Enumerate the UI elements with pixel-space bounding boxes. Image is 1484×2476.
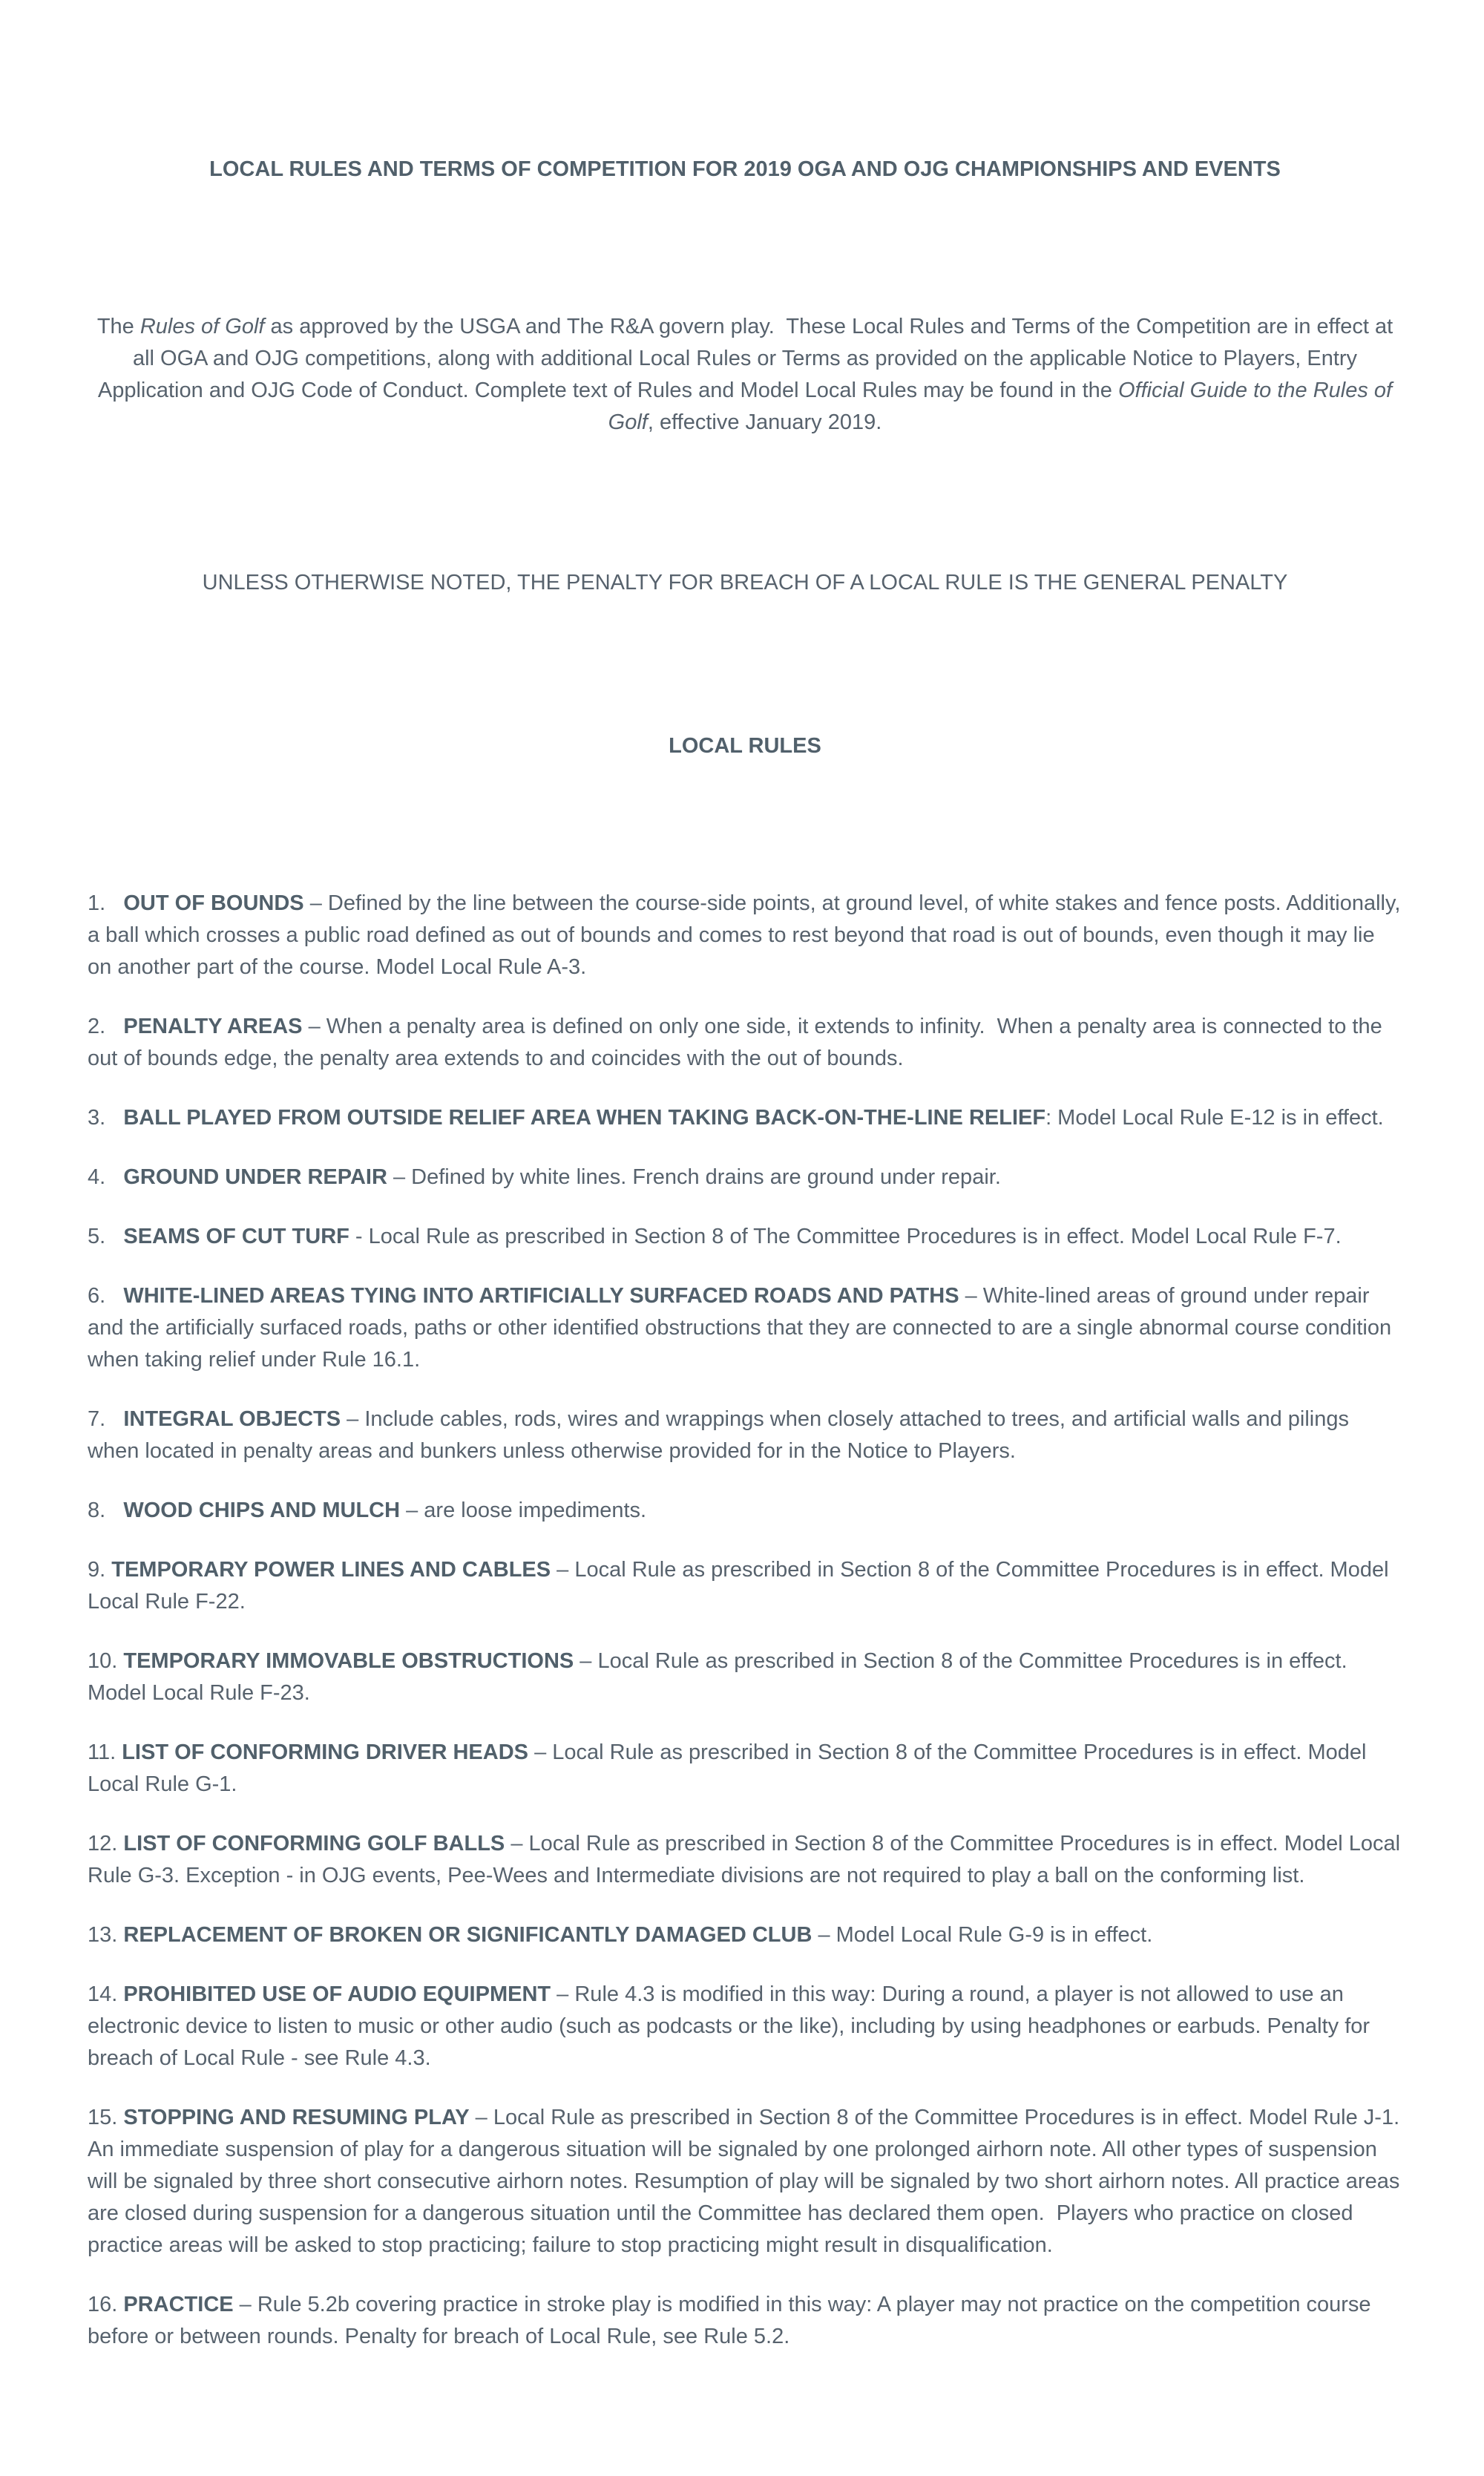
rule-number: 13. (88, 1923, 124, 1947)
rule-body: - Local Rule as prescribed in Section 8 of The Committee Procedures is in effect. Model Local Rule F-7. (349, 1225, 1342, 1248)
rule-heading: TEMPORARY POWER LINES AND CABLES (111, 1558, 551, 1582)
rule-body: – Local Rule as prescribed in Section 8 of the Committee Procedures is in effect. Model Local Rule F-22. (88, 1558, 1395, 1614)
rule-item (88, 1011, 1402, 1075)
rule-number: 12. (88, 1832, 124, 1856)
rule-body: – Local Rule as prescribed in Section 8 of the Committee Procedures is in effect. Model Local Rule G-3. Exception - in OJG events, Pee-Wees and Intermediate divisions are not required to play a ball on the conforming list. (88, 1832, 1407, 1887)
rule-body: – Local Rule as prescribed in Section 8 of the Committee Procedures is in effect. Model Rule J-1. An immediate suspension of play for a dangerous situation will be signaled by one prolonged airhorn note. All other types of suspension will be signaled by three short consecutive airhorn notes. Resumption of play will be signaled by two short airhorn notes. All practice areas are closed during suspension for a dangerous situation until the Committee has declared them open. Players who practice on closed practice areas will be asked to stop practicing; failure to stop practicing might result in disqualification. (88, 2106, 1406, 2257)
rule-item (88, 1162, 1402, 1193)
rule-number: 9. (88, 1558, 112, 1582)
intro-italic-rules-of-golf: Rules of Golf (139, 315, 265, 338)
rule-number: 16. (88, 2293, 124, 2316)
rule-item (88, 1737, 1402, 1801)
intro-italic-official-guide: Official Guide to the Rules of Golf (608, 379, 1399, 434)
rule-number: 6. (88, 1284, 124, 1308)
rule-heading: TEMPORARY IMMOVABLE OBSTRUCTIONS (123, 1649, 574, 1673)
rule-item (88, 1280, 1402, 1376)
rule-heading: INTEGRAL OBJECTS (123, 1407, 341, 1431)
rules-list (88, 888, 1407, 2353)
rule-number: 2. (88, 1015, 124, 1038)
rule-number: 4. (88, 1165, 124, 1189)
rule-heading: BALL PLAYED FROM OUTSIDE RELIEF AREA WHEN TAKING BACK-ON-THE-LINE RELIEF (123, 1106, 1046, 1130)
intro-text: , effective January 2019. (647, 410, 882, 434)
intro-paragraph (88, 311, 1402, 439)
rule-body: – Defined by the line between the course-side points, at ground level, of white stakes and fence posts. Additionally, a ball which crosses a public road defined as out of bounds and comes to rest beyond that road is out of bounds, even though it may lie on another part of the course. Model Local Rule A-3. (88, 891, 1407, 979)
rule-item (88, 1554, 1402, 1618)
rule-heading: LIST OF CONFORMING DRIVER HEADS (122, 1740, 529, 1764)
rule-number: 14. (88, 1982, 124, 2006)
rule-heading: WOOD CHIPS AND MULCH (123, 1499, 401, 1522)
rule-number: 10. (88, 1649, 124, 1673)
rule-item (88, 1828, 1407, 1892)
rule-item (88, 1919, 1402, 1951)
rule-body: – Include cables, rods, wires and wrappings when closely attached to trees, and artificial walls and pilings when located in penalty areas and bunkers unless otherwise provided for in the Notice to Players. (88, 1407, 1356, 1463)
rule-body: – White-lined areas of ground under repair and the artificially surfaced roads, paths or other identified obstructions that they are connected to are a single abnormal course condition when taking relief under Rule 16.1. (88, 1284, 1398, 1372)
rule-heading: REPLACEMENT OF BROKEN OR SIGNIFICANTLY DAMAGED CLUB (123, 1923, 812, 1947)
rule-item (88, 888, 1407, 983)
rule-heading: PROHIBITED USE OF AUDIO EQUIPMENT (123, 1982, 551, 2006)
rule-item (88, 1979, 1402, 2074)
rule-body: – Model Local Rule G-9 is in effect. (812, 1923, 1153, 1947)
rule-heading: PENALTY AREAS (123, 1015, 303, 1038)
rule-item (88, 1404, 1402, 1467)
rule-heading: STOPPING AND RESUMING PLAY (123, 2106, 470, 2129)
rule-heading: SEAMS OF CUT TURF (123, 1225, 349, 1248)
rule-heading: OUT OF BOUNDS (123, 891, 304, 915)
rule-item (88, 1495, 1402, 1527)
rule-item (88, 1102, 1402, 1134)
rule-number: 15. (88, 2106, 124, 2129)
rule-body: – Rule 4.3 is modified in this way: During a round, a player is not allowed to use an electronic device to listen to music or other audio (such as podcasts or the like), including by using headphones or earbuds. Penalty for breach of Local Rule - see Rule 4.3. (88, 1982, 1376, 2070)
rule-number: 5. (88, 1225, 124, 1248)
intro-text: as approved by the USGA and The R&A govern play. These Local Rules and Terms of the Competition are in effect at all OGA and OJG competitions, along with additional Local Rules or Terms as provided on the applicable Notice to Players, Entry Application and OJG Code of Conduct. Complete text of Rules and Model Local Rules may be found in the (97, 315, 1399, 402)
intro-text: The (96, 315, 140, 338)
rule-item (88, 1645, 1402, 1709)
penalty-notice: UNLESS OTHERWISE NOTED, THE PENALTY FOR BREACH OF A LOCAL RULE IS THE GENERAL PENALTY (202, 571, 1288, 595)
rule-heading: LIST OF CONFORMING GOLF BALLS (123, 1832, 505, 1856)
rule-number: 8. (88, 1499, 124, 1522)
rule-body: – Local Rule as prescribed in Section 8 of the Committee Procedures is in effect. Model Local Rule F-23. (88, 1649, 1353, 1705)
rule-body: – Rule 5.2b covering practice in stroke play is modified in this way: A player may not practice on the competition course before or between rounds. Penalty for breach of Local Rule, see Rule 5.2. (88, 2293, 1377, 2348)
rule-body: – Defined by white lines. French drains are ground under repair. (387, 1165, 1001, 1189)
rule-item (88, 2289, 1402, 2353)
rule-number: 3. (88, 1106, 124, 1130)
rule-body: : Model Local Rule E-12 is in effect. (1045, 1106, 1384, 1130)
rule-body: – When a penalty area is defined on only one side, it extends to infinity. When a penalty area is connected to the out of bounds edge, the penalty area extends to and coincides with the out of bounds. (88, 1015, 1388, 1070)
local-rules-heading: LOCAL RULES (669, 734, 821, 758)
rule-body: – Local Rule as prescribed in Section 8 of the Committee Procedures is in effect. Model Local Rule G-1. (88, 1740, 1373, 1796)
rule-number: 1. (88, 891, 124, 915)
rule-heading: GROUND UNDER REPAIR (123, 1165, 387, 1189)
rule-body: – are loose impediments. (400, 1499, 647, 1522)
rule-heading: WHITE-LINED AREAS TYING INTO ARTIFICIALLY SURFACED ROADS AND PATHS (123, 1284, 959, 1308)
document-title: LOCAL RULES AND TERMS OF COMPETITION FOR 2019 OGA AND OJG CHAMPIONSHIPS AND EVENTS (209, 157, 1281, 181)
rule-item (88, 1221, 1402, 1253)
rule-heading: PRACTICE (123, 2293, 234, 2316)
rule-item (88, 2102, 1406, 2262)
rule-number: 11. (88, 1740, 122, 1764)
rule-number: 7. (88, 1407, 124, 1431)
